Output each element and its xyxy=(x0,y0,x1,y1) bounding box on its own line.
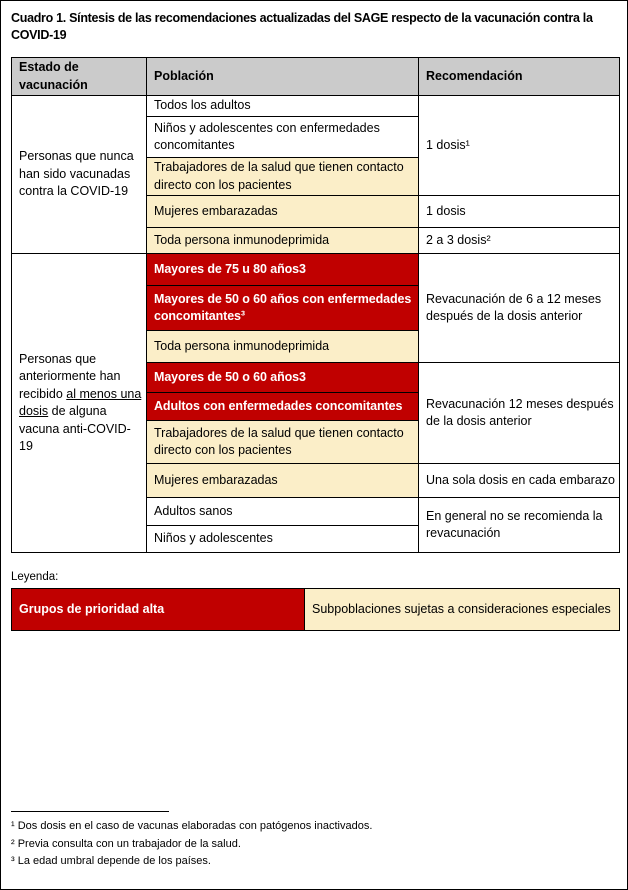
recommendation-cell: Revacunación 12 meses después de la dosis anterior xyxy=(419,363,620,464)
recommendation-cell: 1 dosis¹ xyxy=(419,96,620,196)
status-text-pre: Personas que anteriormente han recibido xyxy=(19,351,121,401)
status-text-underlined: al menos una dosis xyxy=(19,386,142,418)
population-cell: Niños y adolescentes xyxy=(147,526,419,553)
legend-high-priority-cell: Grupos de prioridad alta xyxy=(12,589,305,631)
population-cell: Toda persona inmunodeprimida xyxy=(147,228,419,254)
footnote-1: ¹ Dos dosis en el caso de vacunas elaboradas con patógenos inactivados. xyxy=(11,820,373,832)
table-row xyxy=(12,96,620,117)
legend-special-considerations-cell: Subpoblaciones sujetas a consideraciones especiales xyxy=(305,589,620,631)
population-cell: Trabajadores de la salud que tienen contacto directo con los pacientes xyxy=(147,421,419,464)
header-population: Población xyxy=(147,58,419,96)
recommendations-table xyxy=(11,57,620,553)
population-cell: Todos los adultos xyxy=(147,96,419,117)
population-cell-high-priority: Mayores de 50 o 60 años3 xyxy=(147,363,419,393)
recommendation-cell: 2 a 3 dosis² xyxy=(419,228,620,254)
legend-row xyxy=(12,589,620,631)
table-header-row xyxy=(12,58,620,96)
footnote-3: ³ La edad umbral depende de los países. xyxy=(11,855,211,867)
footnote-separator xyxy=(11,811,169,812)
status-text-post: de alguna vacuna anti-COVID-19 xyxy=(19,404,131,453)
recommendation-cell: Una sola dosis en cada embarazo xyxy=(419,464,620,498)
status-never-vaccinated: Personas que nunca han sido vacunadas contra la COVID-19 xyxy=(12,96,147,254)
recommendation-cell: En general no se recomienda la revacunación xyxy=(419,498,620,553)
population-cell: Mujeres embarazadas xyxy=(147,196,419,228)
header-status: Estado de vacunación xyxy=(12,58,147,96)
recommendation-cell: Revacunación de 6 a 12 meses después de la dosis anterior xyxy=(419,254,620,363)
recommendation-cell: 1 dosis xyxy=(419,196,620,228)
footnotes-block xyxy=(11,811,611,871)
population-cell: Toda persona inmunodeprimida xyxy=(147,331,419,363)
header-recommendation: Recomendación xyxy=(419,58,620,96)
population-cell: Trabajadores de la salud que tienen contacto directo con los pacientes xyxy=(147,158,419,196)
population-cell-high-priority: Mayores de 50 o 60 años con enfermedades concomitantes³ xyxy=(147,286,419,331)
document-title: Cuadro 1. Síntesis de las recomendaciones actualizadas del SAGE respecto de la vacunación contra la COVID-19 xyxy=(11,11,593,42)
status-previously-vaccinated xyxy=(12,254,147,553)
legend-label: Leyenda: xyxy=(11,571,59,583)
population-cell-high-priority: Mayores de 75 u 80 años3 xyxy=(147,254,419,286)
legend-table xyxy=(11,588,620,631)
population-cell-high-priority: Adultos con enfermedades concomitantes xyxy=(147,393,419,421)
table-row xyxy=(12,254,620,286)
population-cell: Adultos sanos xyxy=(147,498,419,526)
population-cell: Niños y adolescentes con enfermedades concomitantes xyxy=(147,117,419,158)
population-cell: Mujeres embarazadas xyxy=(147,464,419,498)
footnote-2: ² Previa consulta con un trabajador de la salud. xyxy=(11,837,241,850)
